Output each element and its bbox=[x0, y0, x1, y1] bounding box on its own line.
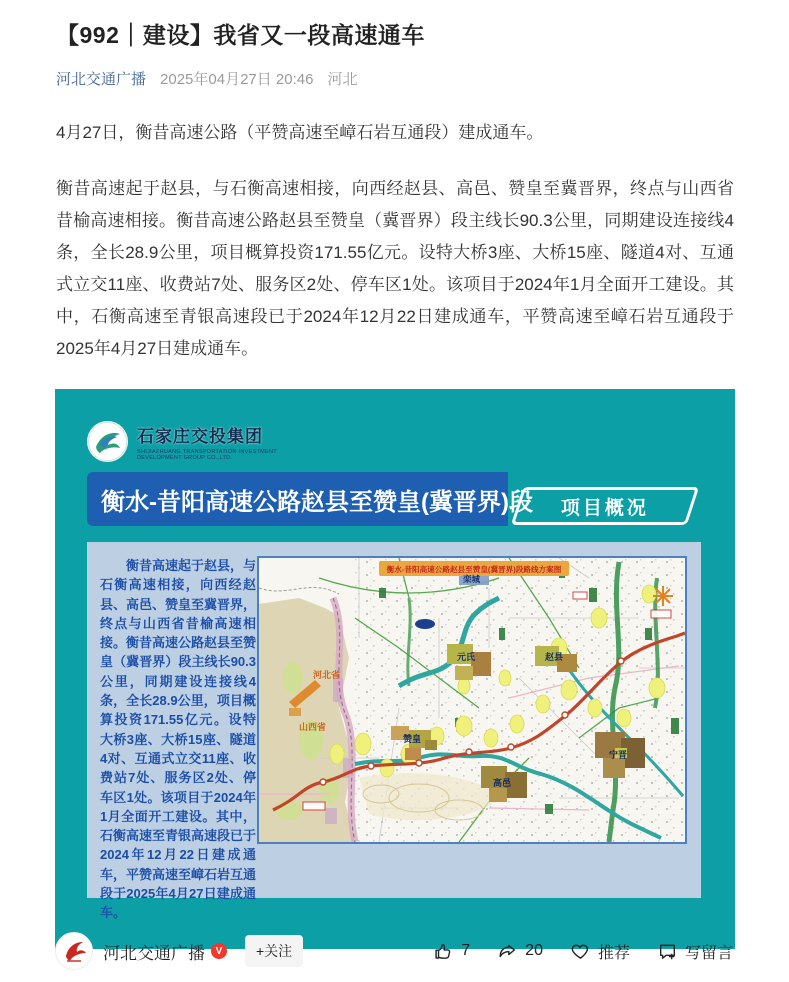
org-logo-block bbox=[87, 421, 302, 462]
project-overview-badge-label: 项目概况 bbox=[560, 497, 649, 519]
paragraph: 4月27日，衡昔高速公路（平赞高速至嶂石岩互通段）建成通车。 bbox=[56, 123, 544, 142]
paragraph: 衡昔高速起于赵县，与石衡高速相接，向西经赵县、高邑、赞皇至冀晋界，终点与山西省昔榆高速相接。衡昔高速公路赵县至赞皇（冀晋界）段主线长90.3公里，同期建设连接线4条，全长28.9公里，项目概算投资171.55亿元。设特大桥3座、大桥15座、隧道4对、互通式立交11座、收费站7处、服务区2处、停车区1处。该项目于2024年1月全面开工建设。其中，石衡高速至青银高速段已于2024年12月22日建成通车，平赞高速至嶂石岩互通段于2025年4月27日建成通车。 bbox=[56, 179, 734, 358]
poster-banner-title: 衡水-昔阳高速公路赵县至赞皇(冀晋界)段 bbox=[101, 488, 533, 516]
poster-body-text: 衡昔高速起于赵县，与石衡高速相接，向西经赵县、高邑、赞皇至冀晋界，终点与山西省昔榆高速相接。衡昔高速公路赵县至赞皇（冀晋界）段主线长90.3公里，同期建设连接线4条，全长28.9公里，项目概算投资171.55亿元。设特大桥3座、大桥15座、隧道4对、互通式立交11座、收费站7处、服务区2处、停车区1处。该项目于2024年1月全面开工建设。其中，石衡高速至青银高速段已于2024年12月22日建成通车，平赞高速至嶂石岩互通段于2025年4月27日建成通车。 bbox=[100, 558, 257, 921]
comment-plus-icon bbox=[657, 941, 678, 962]
map-label-zanhuang: 赞皇 bbox=[403, 734, 422, 744]
comment-label: 写留言 bbox=[684, 944, 733, 962]
map-label-hebei: 河北省 bbox=[313, 670, 341, 680]
route-map bbox=[257, 556, 687, 844]
share-arrow-icon bbox=[497, 941, 518, 962]
verified-badge-icon: V bbox=[211, 943, 227, 959]
publish-region: 河北 bbox=[327, 71, 358, 88]
org-logo-icon bbox=[87, 421, 128, 462]
map-lake bbox=[415, 619, 435, 629]
share-count: 20 bbox=[525, 942, 543, 959]
source-link[interactable]: 河北交通广播 bbox=[56, 71, 147, 88]
engagement-bar bbox=[55, 932, 733, 970]
account-avatar[interactable] bbox=[55, 932, 93, 970]
map-label-ningjin: 宁晋 bbox=[609, 750, 628, 760]
poster-panel bbox=[87, 542, 701, 921]
comment-button[interactable] bbox=[657, 940, 733, 963]
article-body bbox=[56, 117, 734, 365]
page-title: 【992｜建设】我省又一段高速通车 bbox=[56, 22, 425, 48]
map-title: 衡水-昔阳高速公路赵县至赞皇(冀晋界)段路线方案图 bbox=[386, 565, 562, 574]
like-button[interactable] bbox=[433, 941, 470, 962]
share-button[interactable] bbox=[497, 941, 543, 962]
recommend-label: 推荐 bbox=[597, 944, 630, 962]
poster-image[interactable] bbox=[55, 389, 735, 949]
map-label-luancheng: 栾城 bbox=[463, 574, 481, 584]
thumbs-up-icon bbox=[433, 941, 454, 962]
map-label-shanxi: 山西省 bbox=[299, 722, 327, 732]
project-overview-badge bbox=[511, 487, 699, 525]
article-meta bbox=[56, 68, 734, 89]
map-label-zhaoxian: 赵县 bbox=[545, 652, 564, 662]
follow-button[interactable]: +关注 bbox=[245, 935, 303, 967]
recommend-button[interactable] bbox=[570, 940, 630, 963]
publish-date: 2025年04月27日 20:46 bbox=[160, 71, 314, 88]
org-name-en: SHIJIAZHUANG TRANSPORTATION INVESTMENT DEVELOPMENT GROUP CO.,LTD. bbox=[137, 448, 277, 461]
map-label-yuanshi: 元氏 bbox=[457, 652, 476, 662]
account-name[interactable]: 河北交通广播 bbox=[103, 943, 205, 963]
map-label-gaoyi: 高邑 bbox=[493, 778, 512, 788]
heart-icon bbox=[570, 941, 591, 962]
like-count: 7 bbox=[461, 942, 471, 959]
poster-banner bbox=[87, 472, 533, 526]
org-name: 石家庄交投集团 bbox=[137, 426, 263, 446]
map-compass-icon bbox=[653, 586, 673, 606]
